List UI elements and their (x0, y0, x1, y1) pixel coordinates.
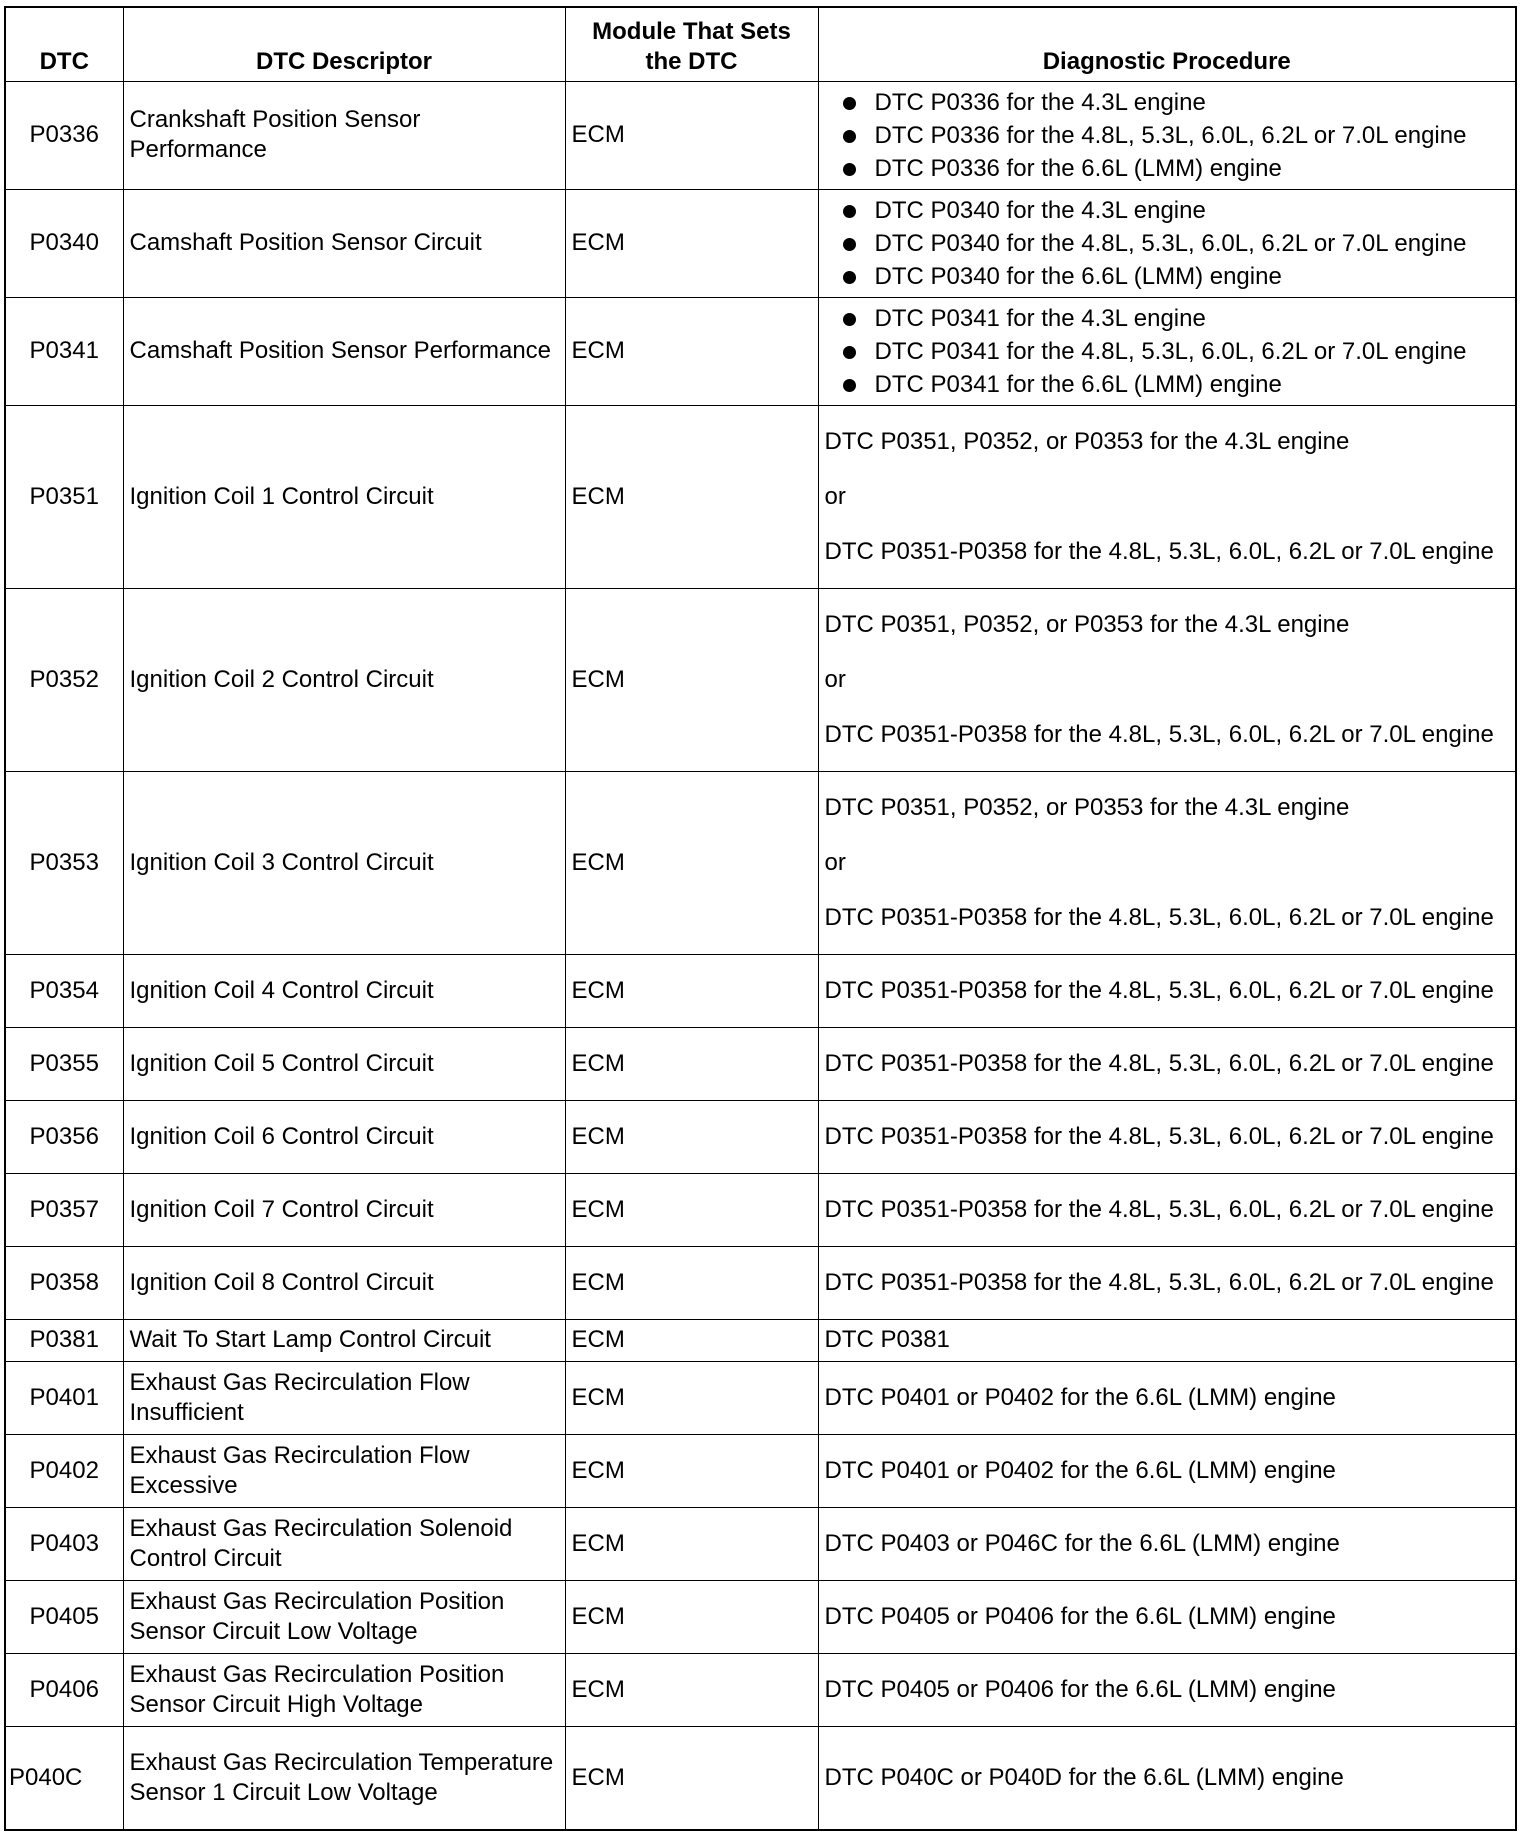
procedure-link[interactable]: DTC P0401 or P0402 for the 6.6L (LMM) engine (824, 1383, 1336, 1411)
dtc-module: ECM (565, 1100, 818, 1173)
table-row (5, 1173, 1516, 1246)
procedure-link[interactable]: DTC P0351, P0352, or P0353 for the 4.3L engine (824, 793, 1350, 821)
procedure-link[interactable] (825, 119, 1510, 152)
dtc-code: P0402 (5, 1434, 123, 1507)
dtc-code: P0357 (5, 1173, 123, 1246)
procedure-link[interactable] (825, 335, 1510, 368)
table-row (5, 954, 1516, 1027)
dtc-descriptor: Ignition Coil 5 Control Circuit (123, 1027, 565, 1100)
dtc-module: ECM (565, 1246, 818, 1319)
dtc-descriptor: Exhaust Gas Recirculation Flow Insufficient (123, 1361, 565, 1434)
procedure-link[interactable] (825, 194, 1510, 227)
dtc-procedure (818, 1653, 1516, 1726)
header-module-line1: Module That Sets (592, 17, 791, 45)
dtc-descriptor: Camshaft Position Sensor Performance (123, 297, 565, 405)
dtc-descriptor: Exhaust Gas Recirculation Flow Excessive (123, 1434, 565, 1507)
dtc-code: P0381 (5, 1319, 123, 1361)
dtc-descriptor: Ignition Coil 3 Control Circuit (123, 771, 565, 954)
table-row (5, 1027, 1516, 1100)
dtc-procedure (818, 954, 1516, 1027)
table-row (5, 1361, 1516, 1434)
procedure-link[interactable]: DTC P0351-P0358 for the 4.8L, 5.3L, 6.0L, 6.2L or 7.0L engine (824, 1049, 1494, 1077)
dtc-module: ECM (565, 81, 818, 189)
table-row (5, 771, 1516, 954)
dtc-module: ECM (565, 1027, 818, 1100)
table-row (5, 81, 1516, 189)
dtc-code: P0352 (5, 588, 123, 771)
bullet-icon (843, 313, 856, 326)
procedure-link[interactable]: DTC P0403 or P046C for the 6.6L (LMM) engine (824, 1529, 1340, 1557)
dtc-code: P0336 (5, 81, 123, 189)
procedure-link-text: DTC P0336 for the 6.6L (LMM) engine (874, 154, 1282, 182)
procedure-bullet-list (825, 194, 1510, 293)
dtc-procedure (818, 1434, 1516, 1507)
dtc-descriptor: Camshaft Position Sensor Circuit (123, 189, 565, 297)
dtc-module: ECM (565, 1319, 818, 1361)
bullet-icon (843, 379, 856, 392)
dtc-code: P0340 (5, 189, 123, 297)
dtc-module: ECM (565, 1653, 818, 1726)
procedure-link[interactable]: DTC P0405 or P0406 for the 6.6L (LMM) engine (824, 1675, 1336, 1703)
dtc-descriptor: Ignition Coil 2 Control Circuit (123, 588, 565, 771)
dtc-procedure (818, 405, 1516, 588)
dtc-procedure (818, 1027, 1516, 1100)
dtc-descriptor: Ignition Coil 4 Control Circuit (123, 954, 565, 1027)
dtc-module: ECM (565, 1361, 818, 1434)
table-row (5, 297, 1516, 405)
procedure-link[interactable]: DTC P0351-P0358 for the 4.8L, 5.3L, 6.0L, 6.2L or 7.0L engine (824, 537, 1494, 565)
bullet-icon (843, 130, 856, 143)
procedure-link-text: DTC P0341 for the 4.8L, 5.3L, 6.0L, 6.2L or 7.0L engine (874, 337, 1467, 365)
bullet-icon (843, 346, 856, 359)
bullet-icon (843, 238, 856, 251)
procedure-link[interactable]: DTC P0351, P0352, or P0353 for the 4.3L engine (824, 610, 1350, 638)
dtc-module: ECM (565, 1726, 818, 1830)
table-row (5, 588, 1516, 771)
dtc-code: P040C (5, 1726, 123, 1830)
procedure-link[interactable] (825, 227, 1510, 260)
procedure-link[interactable] (825, 368, 1510, 401)
dtc-module: ECM (565, 297, 818, 405)
table-row (5, 1507, 1516, 1580)
dtc-procedure (818, 189, 1516, 297)
dtc-descriptor: Exhaust Gas Recirculation Temperature Sensor 1 Circuit Low Voltage (123, 1726, 565, 1830)
dtc-module: ECM (565, 189, 818, 297)
procedure-or: or (824, 482, 846, 510)
dtc-code: P0401 (5, 1361, 123, 1434)
dtc-module: ECM (565, 1173, 818, 1246)
procedure-link-text: DTC P0341 for the 4.3L engine (874, 304, 1206, 332)
procedure-link[interactable] (825, 152, 1510, 185)
dtc-code: P0354 (5, 954, 123, 1027)
dtc-code: P0355 (5, 1027, 123, 1100)
dtc-table-container (4, 6, 1515, 1822)
header-module (565, 7, 818, 81)
bullet-icon (843, 271, 856, 284)
dtc-descriptor: Ignition Coil 8 Control Circuit (123, 1246, 565, 1319)
procedure-or: or (824, 848, 846, 876)
header-procedure: Diagnostic Procedure (818, 7, 1516, 81)
procedure-link-text: DTC P0340 for the 4.8L, 5.3L, 6.0L, 6.2L or 7.0L engine (874, 229, 1467, 257)
bullet-icon (843, 205, 856, 218)
table-row (5, 189, 1516, 297)
procedure-link[interactable] (825, 260, 1510, 293)
dtc-procedure (818, 1580, 1516, 1653)
dtc-code: P0406 (5, 1653, 123, 1726)
dtc-procedure (818, 771, 1516, 954)
dtc-procedure (818, 1246, 1516, 1319)
dtc-descriptor: Ignition Coil 6 Control Circuit (123, 1100, 565, 1173)
dtc-code: P0405 (5, 1580, 123, 1653)
dtc-descriptor: Wait To Start Lamp Control Circuit (123, 1319, 565, 1361)
table-row (5, 1653, 1516, 1726)
dtc-descriptor: Crankshaft Position Sensor Performance (123, 81, 565, 189)
bullet-icon (843, 163, 856, 176)
table-row (5, 1434, 1516, 1507)
dtc-descriptor: Exhaust Gas Recirculation Solenoid Control Circuit (123, 1507, 565, 1580)
procedure-link[interactable]: DTC P040C or P040D for the 6.6L (LMM) engine (824, 1763, 1344, 1791)
dtc-code: P0353 (5, 771, 123, 954)
dtc-module: ECM (565, 405, 818, 588)
header-dtc: DTC (5, 7, 123, 81)
bullet-icon (843, 97, 856, 110)
table-row (5, 1726, 1516, 1830)
procedure-link-text: DTC P0336 for the 4.8L, 5.3L, 6.0L, 6.2L or 7.0L engine (874, 121, 1467, 149)
dtc-code: P0356 (5, 1100, 123, 1173)
dtc-descriptor: Ignition Coil 1 Control Circuit (123, 405, 565, 588)
procedure-link[interactable]: DTC P0405 or P0406 for the 6.6L (LMM) engine (824, 1602, 1336, 1630)
procedure-link[interactable]: DTC P0351-P0358 for the 4.8L, 5.3L, 6.0L, 6.2L or 7.0L engine (824, 1122, 1494, 1150)
procedure-link-text: DTC P0340 for the 6.6L (LMM) engine (874, 262, 1282, 290)
dtc-procedure (818, 297, 1516, 405)
table-row (5, 1319, 1516, 1361)
procedure-link[interactable]: DTC P0381 (824, 1326, 950, 1353)
procedure-link-text: DTC P0336 for the 4.3L engine (874, 88, 1206, 116)
table-row (5, 1580, 1516, 1653)
procedure-or: or (824, 665, 846, 693)
table-row (5, 1246, 1516, 1319)
procedure-link[interactable]: DTC P0351-P0358 for the 4.8L, 5.3L, 6.0L, 6.2L or 7.0L engine (824, 976, 1494, 1004)
dtc-module: ECM (565, 1580, 818, 1653)
dtc-procedure (818, 1100, 1516, 1173)
procedure-link[interactable] (825, 302, 1510, 335)
table-header-row (5, 7, 1516, 81)
dtc-module: ECM (565, 588, 818, 771)
dtc-procedure (818, 1173, 1516, 1246)
header-descriptor: DTC Descriptor (123, 7, 565, 81)
dtc-procedure (818, 1507, 1516, 1580)
procedure-link[interactable]: DTC P0351-P0358 for the 4.8L, 5.3L, 6.0L, 6.2L or 7.0L engine (824, 903, 1494, 931)
dtc-descriptor: Exhaust Gas Recirculation Position Sensor Circuit High Voltage (123, 1653, 565, 1726)
header-module-line2: the DTC (645, 47, 738, 75)
dtc-code: P0351 (5, 405, 123, 588)
table-row (5, 405, 1516, 588)
procedure-bullet-list (825, 86, 1510, 185)
dtc-procedure (818, 1726, 1516, 1830)
dtc-code: P0341 (5, 297, 123, 405)
dtc-procedure (818, 1361, 1516, 1434)
dtc-module: ECM (565, 954, 818, 1027)
dtc-code: P0358 (5, 1246, 123, 1319)
dtc-module: ECM (565, 1434, 818, 1507)
dtc-procedure (818, 81, 1516, 189)
procedure-link[interactable]: DTC P0401 or P0402 for the 6.6L (LMM) engine (824, 1456, 1336, 1484)
dtc-descriptor: Ignition Coil 7 Control Circuit (123, 1173, 565, 1246)
procedure-link[interactable]: DTC P0351-P0358 for the 4.8L, 5.3L, 6.0L, 6.2L or 7.0L engine (824, 1195, 1494, 1223)
procedure-link[interactable] (825, 86, 1510, 119)
procedure-link[interactable]: DTC P0351-P0358 for the 4.8L, 5.3L, 6.0L, 6.2L or 7.0L engine (824, 1268, 1494, 1296)
procedure-link-text: DTC P0340 for the 4.3L engine (874, 196, 1206, 224)
dtc-table (4, 6, 1517, 1831)
procedure-link[interactable]: DTC P0351-P0358 for the 4.8L, 5.3L, 6.0L, 6.2L or 7.0L engine (824, 720, 1494, 748)
procedure-bullet-list (825, 302, 1510, 401)
procedure-link[interactable]: DTC P0351, P0352, or P0353 for the 4.3L engine (824, 427, 1350, 455)
procedure-link-text: DTC P0341 for the 6.6L (LMM) engine (874, 370, 1282, 398)
table-row (5, 1100, 1516, 1173)
dtc-module: ECM (565, 1507, 818, 1580)
dtc-code: P0403 (5, 1507, 123, 1580)
dtc-procedure (818, 1319, 1516, 1361)
dtc-module: ECM (565, 771, 818, 954)
dtc-descriptor: Exhaust Gas Recirculation Position Sensor Circuit Low Voltage (123, 1580, 565, 1653)
dtc-procedure (818, 588, 1516, 771)
